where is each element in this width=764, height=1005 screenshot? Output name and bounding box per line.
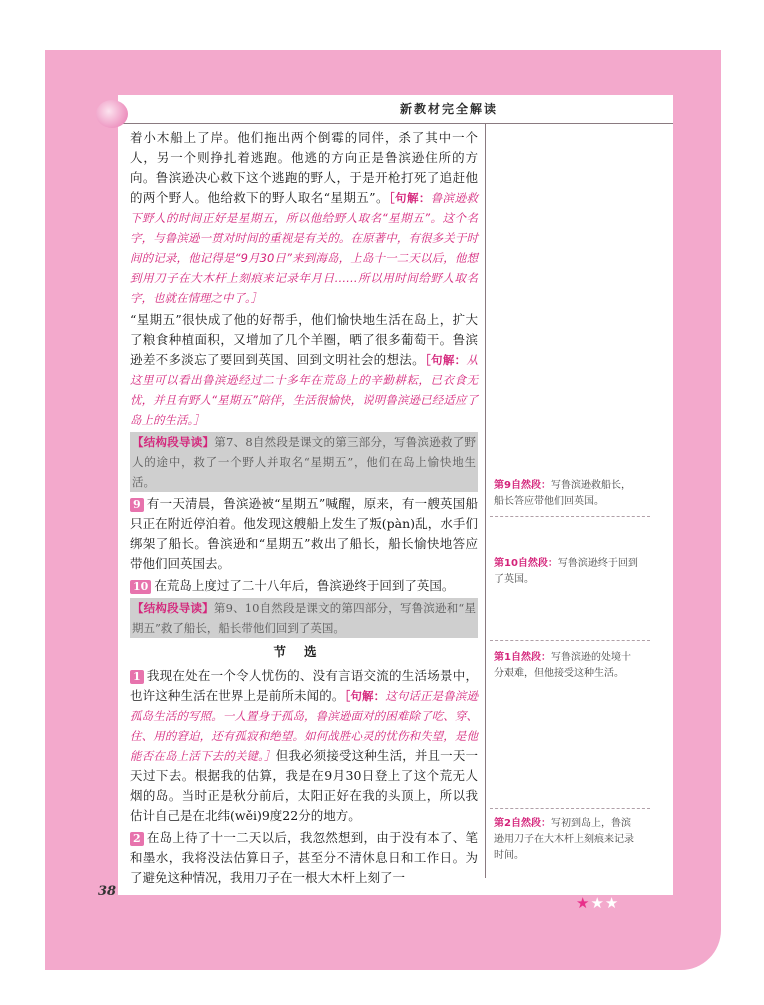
paragraph-8: “星期五”很快成了他的好帮手，他们愉快地生活在岛上，扩大了粮食种植面积，又增加了几个羊圈，晒了很多葡萄干。鲁滨逊差不多淡忘了要回到英国、回到文明社会的想法。［句解：从这里可以看出鲁滨逊经过二十多年在荒岛上的辛勤耕耘，已衣食无忧，并且有野人“星期五”陪伴，生活很愉快，说明鲁滨逊已经适应了岛上的生活。］ xyxy=(130,312,478,427)
column-divider xyxy=(485,123,486,878)
side-note: 第1自然段：写鲁滨逊的处境十分艰难，但他接受这种生活。 xyxy=(494,652,631,679)
star-filled-icon: ★ xyxy=(576,894,591,912)
header-bar xyxy=(118,95,673,124)
main-column xyxy=(130,128,478,890)
section-title: 节选 xyxy=(273,644,335,659)
book-logo-icon xyxy=(96,100,128,128)
sentence-note: ［句解：鲁滨逊救下野人的时间正好是星期五，所以他给野人取名“星期五”。这个名字，与鲁滨逊一贯对时间的重视是有关的。在原著中，有很多关于时间的记录，他记得是“9月30日”来到海岛，上岛十一二天以后，他想到用刀子在大木杆上刻痕来记录年月日……所以用时间给野人取名字，也就在情理之中了。］ xyxy=(130,191,478,305)
side-note: 第9自然段：写鲁滨逊救船长，船长答应带他们回英国。 xyxy=(494,480,631,507)
side-separator xyxy=(490,808,650,810)
paragraph-10: 10 在荒岛上度过了二十八年后，鲁滨逊终于回到了英国。 xyxy=(130,576,478,596)
excerpt-paragraph-2: 2 在岛上待了十一二天以后，我忽然想到，由于没有本了、笔和墨水，我将没法估算日子，甚至分不清休息日和工作日。为了避免这种情况，我用刀子在一根大木杆上刻了一 xyxy=(130,830,478,885)
difficulty-rating xyxy=(576,894,619,912)
side-note: 第2自然段：写初到岛上，鲁滨逊用刀子在大木杆上刻痕来记录时间。 xyxy=(494,818,634,861)
structure-guide: 【结构段导读】第9、10自然段是课文的第四部分，写鲁滨逊和“星期五”救了船长，船长带他们回到了英国。 xyxy=(130,598,478,638)
star-empty-icon: ★ xyxy=(590,894,605,912)
paragraph-number: 1 xyxy=(130,670,144,684)
header-title: 新教材完全解读 xyxy=(400,102,499,116)
paragraph-9: 9 有一天清晨，鲁滨逊被“星期五”喊醒，原来，有一艘英国船只正在附近停泊着。他发现这艘船上发生了叛(pàn)乱，水手们绑架了船长。鲁滨逊和“星期五”救出了船长，船长愉快地答应带他们回英国去。 xyxy=(130,496,478,571)
sentence-note: ［句解：这句话正是鲁滨逊孤岛生活的写照。一人置身于孤岛，鲁滨逊面对的困难除了吃、穿、住、用的窘迫，还有孤寂和绝望。如何战胜心灵的忧伤和失望，是他能否在岛上活下去的关键。］ xyxy=(130,689,478,763)
paragraph-continued: 着小木船上了岸。他们拖出两个倒霉的同伴，杀了其中一个人，另一个则挣扎着逃跑。他逃的方向正是鲁滨逊住所的方向。鲁滨逊决心救下这个逃跑的野人，于是开枪打死了追赶他的两个野人。他给救下的野人取名“星期五”。［句解：鲁滨逊救下野人的时间正好是星期五，所以他给野人取名“星期五”。这个名字，与鲁滨逊一贯对时间的重视是有关的。在原著中，有很多关于时间的记录，他记得是“9月30日”来到海岛，上岛十一二天以后，他想到用刀子在大木杆上刻痕来记录年月日……所以用时间给野人取名字，也就在情理之中了。］ xyxy=(130,130,478,305)
side-separator xyxy=(490,640,650,642)
paragraph-number: 2 xyxy=(130,832,144,846)
paragraph-number: 9 xyxy=(130,498,144,512)
excerpt-paragraph-1: 1 我现在处在一个令人忧伤的、没有言语交流的生活场景中，也许这种生活在世界上是前所未闻的。［句解：这句话正是鲁滨逊孤岛生活的写照。一人置身于孤岛，鲁滨逊面对的困难除了吃、穿、住、用的窘迫，还有孤寂和绝望。如何战胜心灵的忧伤和失望，是他能否在岛上活下去的关键。］但我必须接受这种生活，并且一天一天过下去。根据我的估算，我是在9月30日登上了这个荒无人烟的岛。当时正是秋分前后，太阳正好在我的头顶上，所以我估计自己是在北纬(wěi)9度22分的地方。 xyxy=(130,668,478,823)
star-empty-icon: ★ xyxy=(604,894,620,912)
structure-guide: 【结构段导读】第7、8自然段是课文的第三部分，写鲁滨逊救了野人的途中，救了一个野人并取名“星期五”，他们在岛上愉快地生活。 xyxy=(130,432,478,492)
side-separator xyxy=(490,516,650,518)
page-number: 38 xyxy=(98,884,117,899)
paragraph-number: 10 xyxy=(130,580,151,594)
sentence-note: ［句解：从这里可以看出鲁滨逊经过二十多年在荒岛上的辛勤耕耘，已衣食无忧，并且有野人“星期五”陪伴，生活很愉快，说明鲁滨逊已经适应了岛上的生活。］ xyxy=(130,353,478,427)
side-note: 第10自然段：写鲁滨逊终于回到了英国。 xyxy=(494,558,638,585)
